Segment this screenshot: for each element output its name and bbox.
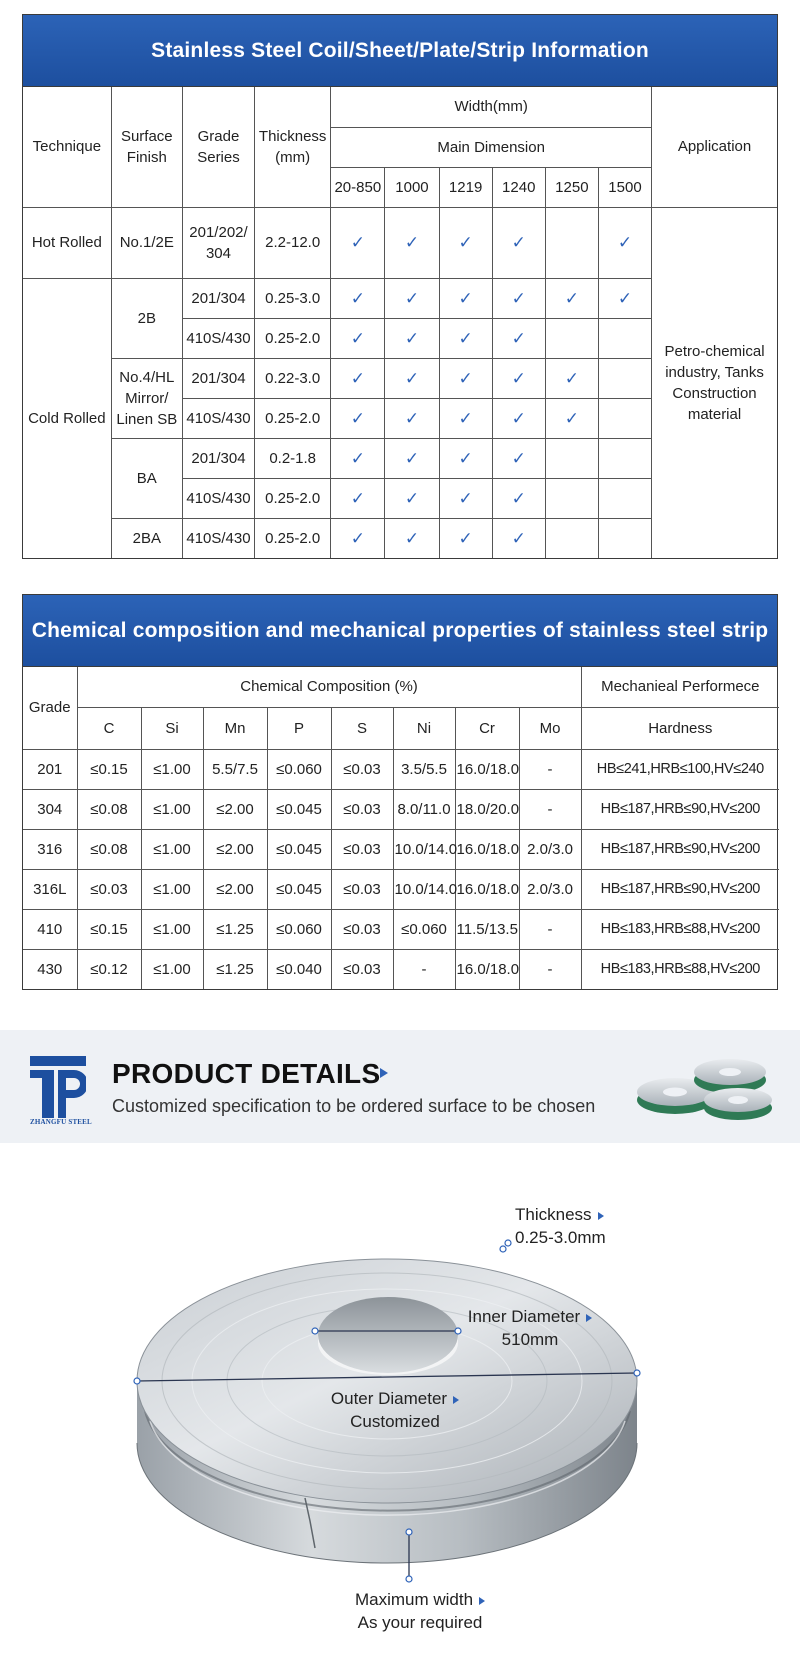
check-cell: ✓ [492,318,545,358]
grade-cell: 316L [23,869,77,909]
composition-cell: ≤1.00 [141,909,203,949]
arrow-icon [479,1597,485,1605]
thickness-cell: 0.22-3.0 [255,358,331,398]
composition-cell: ≤1.25 [203,949,267,989]
check-cell: ✓ [331,398,385,438]
steel-info-title: Stainless Steel Coil/Sheet/Plate/Strip Information [23,15,777,87]
finish-cell: 2B [111,278,182,358]
application-cell: Petro-chemical industry, Tanks Construction material [652,207,777,558]
product-details-subtitle: Customized specification to be ordered surface to be chosen [112,1096,596,1116]
arrow-icon [586,1314,592,1322]
check-cell [598,478,651,518]
composition-cell: ≤0.03 [331,789,393,829]
composition-cell: ≤0.03 [331,949,393,989]
header-surface-finish: Surface Finish [111,87,182,207]
check-cell [598,358,651,398]
finish-cell: No.1/2E [111,207,182,278]
thickness-cell: 0.25-3.0 [255,278,331,318]
check-cell: ✓ [331,278,385,318]
check-cell [598,518,651,558]
header-main-dimension: Main Dimension [331,127,652,167]
table-row [23,207,777,278]
check-cell: ✓ [385,207,439,278]
check-cell: ✓ [492,398,545,438]
width-col: 1500 [598,167,651,207]
table-row [23,789,779,829]
header-grade: Grade [23,667,77,749]
composition-cell: 16.0/18.0 [455,749,519,789]
thickness-label [515,1203,606,1249]
inner-diameter-label [460,1305,600,1351]
header-thickness: Thickness (mm) [255,87,331,207]
table-row [23,749,779,789]
composition-cell: ≤1.25 [203,909,267,949]
composition-cell: ≤0.08 [77,829,141,869]
steel-info-grid [23,87,777,558]
check-cell: ✓ [331,438,385,478]
composition-cell: ≤1.00 [141,949,203,989]
check-cell: ✓ [385,398,439,438]
width-col: 1240 [492,167,545,207]
thickness-cell: 0.25-2.0 [255,518,331,558]
element-col: P [267,707,331,749]
composition-cell: 16.0/18.0 [455,869,519,909]
composition-cell: ≤0.060 [267,749,331,789]
check-cell: ✓ [385,278,439,318]
composition-cell: ≤2.00 [203,789,267,829]
header-hardness: Hardness [581,707,779,749]
composition-cell: ≤1.00 [141,749,203,789]
technique-cell: Hot Rolled [23,207,111,278]
thickness-label-text: Thickness [515,1205,592,1224]
check-cell: ✓ [492,438,545,478]
composition-cell: ≤0.03 [77,869,141,909]
check-cell [545,438,598,478]
composition-cell: ≤0.12 [77,949,141,989]
composition-cell: 18.0/20.0 [455,789,519,829]
table-row [23,909,779,949]
outer-diameter-label [320,1387,470,1433]
composition-cell: ≤0.03 [331,909,393,949]
arrow-icon [453,1396,459,1404]
check-cell: ✓ [492,207,545,278]
composition-cell: ≤0.045 [267,789,331,829]
composition-cell: ≤2.00 [203,869,267,909]
composition-cell: ≤0.040 [267,949,331,989]
check-cell: ✓ [331,207,385,278]
max-width-value: As your required [357,1613,483,1632]
composition-cell: 16.0/18.0 [455,829,519,869]
element-col: Si [141,707,203,749]
composition-cell: 8.0/11.0 [393,789,455,829]
composition-cell: ≤0.060 [393,909,455,949]
product-details-band [0,1030,800,1143]
grade-cell: 430 [23,949,77,989]
grade-cell: 410S/430 [182,478,254,518]
composition-cell: 11.5/13.5 [455,909,519,949]
outer-diameter-label-text: Outer Diameter [330,1389,448,1408]
grade-cell: 304 [23,789,77,829]
hardness-cell: HB≤183,HRB≤88,HV≤200 [581,909,779,949]
composition-cell: 10.0/14.0 [393,829,455,869]
thickness-cell: 2.2-12.0 [255,207,331,278]
check-cell: ✓ [331,478,385,518]
thickness-cell: 0.25-2.0 [255,398,331,438]
header-chem: Chemical Composition (%) [77,667,581,707]
chemical-grid [23,667,779,989]
technique-cell: Cold Rolled [23,278,111,558]
header-technique: Technique [23,87,111,207]
thickness-cell: 0.25-2.0 [255,318,331,358]
width-col: 1219 [439,167,492,207]
check-cell [545,518,598,558]
hardness-cell: HB≤241,HRB≤100,HV≤240 [581,749,779,789]
composition-cell: - [519,909,581,949]
grade-cell: 201/304 [182,278,254,318]
hardness-cell: HB≤183,HRB≤88,HV≤200 [581,949,779,989]
composition-cell: ≤1.00 [141,869,203,909]
width-col: 20-850 [331,167,385,207]
composition-cell: ≤1.00 [141,829,203,869]
check-cell: ✓ [545,358,598,398]
grade-cell: 410 [23,909,77,949]
thickness-cell: 0.25-2.0 [255,478,331,518]
finish-cell: No.4/HL Mirror/ Linen SB [111,358,182,438]
header-width: Width(mm) [331,87,652,127]
check-cell: ✓ [545,278,598,318]
check-cell: ✓ [598,278,651,318]
header-grade-series: Grade Series [182,87,254,207]
composition-cell: ≤0.08 [77,789,141,829]
inner-diameter-label-text: Inner Diameter [467,1307,581,1326]
grade-cell: 316 [23,829,77,869]
element-col: Cr [455,707,519,749]
composition-cell: - [393,949,455,989]
hardness-cell: HB≤187,HRB≤90,HV≤200 [581,869,779,909]
composition-cell: 16.0/18.0 [455,949,519,989]
check-cell [545,318,598,358]
header-mech: Mechanieal Performece [581,667,779,707]
grade-cell: 410S/430 [182,518,254,558]
width-col: 1000 [385,167,439,207]
check-cell: ✓ [439,438,492,478]
finish-cell: 2BA [111,518,182,558]
composition-cell: ≤0.045 [267,829,331,869]
check-cell: ✓ [385,438,439,478]
check-cell [598,438,651,478]
composition-cell: ≤0.03 [331,869,393,909]
composition-cell: 10.0/14.0 [393,869,455,909]
logo-text: ZHANGFU STEEL [30,1118,92,1126]
hardness-cell: HB≤187,HRB≤90,HV≤200 [581,829,779,869]
composition-cell: ≤0.060 [267,909,331,949]
element-col: S [331,707,393,749]
company-logo [30,1056,86,1120]
check-cell: ✓ [385,318,439,358]
composition-cell: - [519,949,581,989]
composition-cell: 2.0/3.0 [519,869,581,909]
check-cell: ✓ [439,398,492,438]
composition-cell: ≤0.15 [77,909,141,949]
check-cell: ✓ [439,318,492,358]
composition-cell: - [519,749,581,789]
table-row [23,949,779,989]
check-cell: ✓ [439,207,492,278]
finish-cell: BA [111,438,182,518]
check-cell [545,478,598,518]
element-col: Mn [203,707,267,749]
check-cell: ✓ [331,358,385,398]
arrow-icon [380,1068,388,1078]
check-cell: ✓ [492,518,545,558]
inner-diameter-value: 510mm [501,1330,559,1349]
check-cell: ✓ [385,478,439,518]
element-col: Ni [393,707,455,749]
arrow-icon [598,1212,604,1220]
grade-cell: 201/304 [182,438,254,478]
check-cell: ✓ [439,518,492,558]
check-cell: ✓ [492,358,545,398]
composition-cell: ≤0.03 [331,829,393,869]
check-cell: ✓ [545,398,598,438]
grade-cell: 201 [23,749,77,789]
check-cell: ✓ [439,278,492,318]
composition-cell: ≤0.03 [331,749,393,789]
hardness-cell: HB≤187,HRB≤90,HV≤200 [581,789,779,829]
composition-cell: 2.0/3.0 [519,829,581,869]
check-cell [598,318,651,358]
check-cell: ✓ [439,478,492,518]
coils-thumbnail [620,1048,780,1128]
check-cell: ✓ [385,518,439,558]
table-row [23,829,779,869]
table-row [23,869,779,909]
composition-cell: ≤2.00 [203,829,267,869]
check-cell: ✓ [331,318,385,358]
check-cell: ✓ [385,358,439,398]
check-cell: ✓ [331,518,385,558]
max-width-label-text: Maximum width [354,1590,474,1609]
coil-diagram [0,1143,800,1671]
grade-cell: 201/304 [182,358,254,398]
element-col: Mo [519,707,581,749]
width-col: 1250 [545,167,598,207]
header-application: Application [652,87,777,207]
thickness-cell: 0.2-1.8 [255,438,331,478]
check-cell [598,398,651,438]
outer-diameter-value: Customized [350,1412,440,1431]
thickness-value: 0.25-3.0mm [515,1228,606,1247]
composition-cell: 5.5/7.5 [203,749,267,789]
grade-cell: 201/202/ 304 [182,207,254,278]
element-col: C [77,707,141,749]
grade-cell: 410S/430 [182,318,254,358]
chemical-table [22,594,778,990]
composition-cell: ≤1.00 [141,789,203,829]
check-cell: ✓ [598,207,651,278]
max-width-label [340,1588,500,1634]
composition-cell: ≤0.045 [267,869,331,909]
steel-info-table [22,14,778,559]
product-details-title: PRODUCT DETAILS [112,1058,381,1089]
composition-cell: - [519,789,581,829]
chemical-table-title: Chemical composition and mechanical properties of stainless steel strip [23,595,777,667]
check-cell: ✓ [492,478,545,518]
grade-cell: 410S/430 [182,398,254,438]
check-cell: ✓ [492,278,545,318]
check-cell [545,207,598,278]
composition-cell: ≤0.15 [77,749,141,789]
composition-cell: 3.5/5.5 [393,749,455,789]
check-cell: ✓ [439,358,492,398]
